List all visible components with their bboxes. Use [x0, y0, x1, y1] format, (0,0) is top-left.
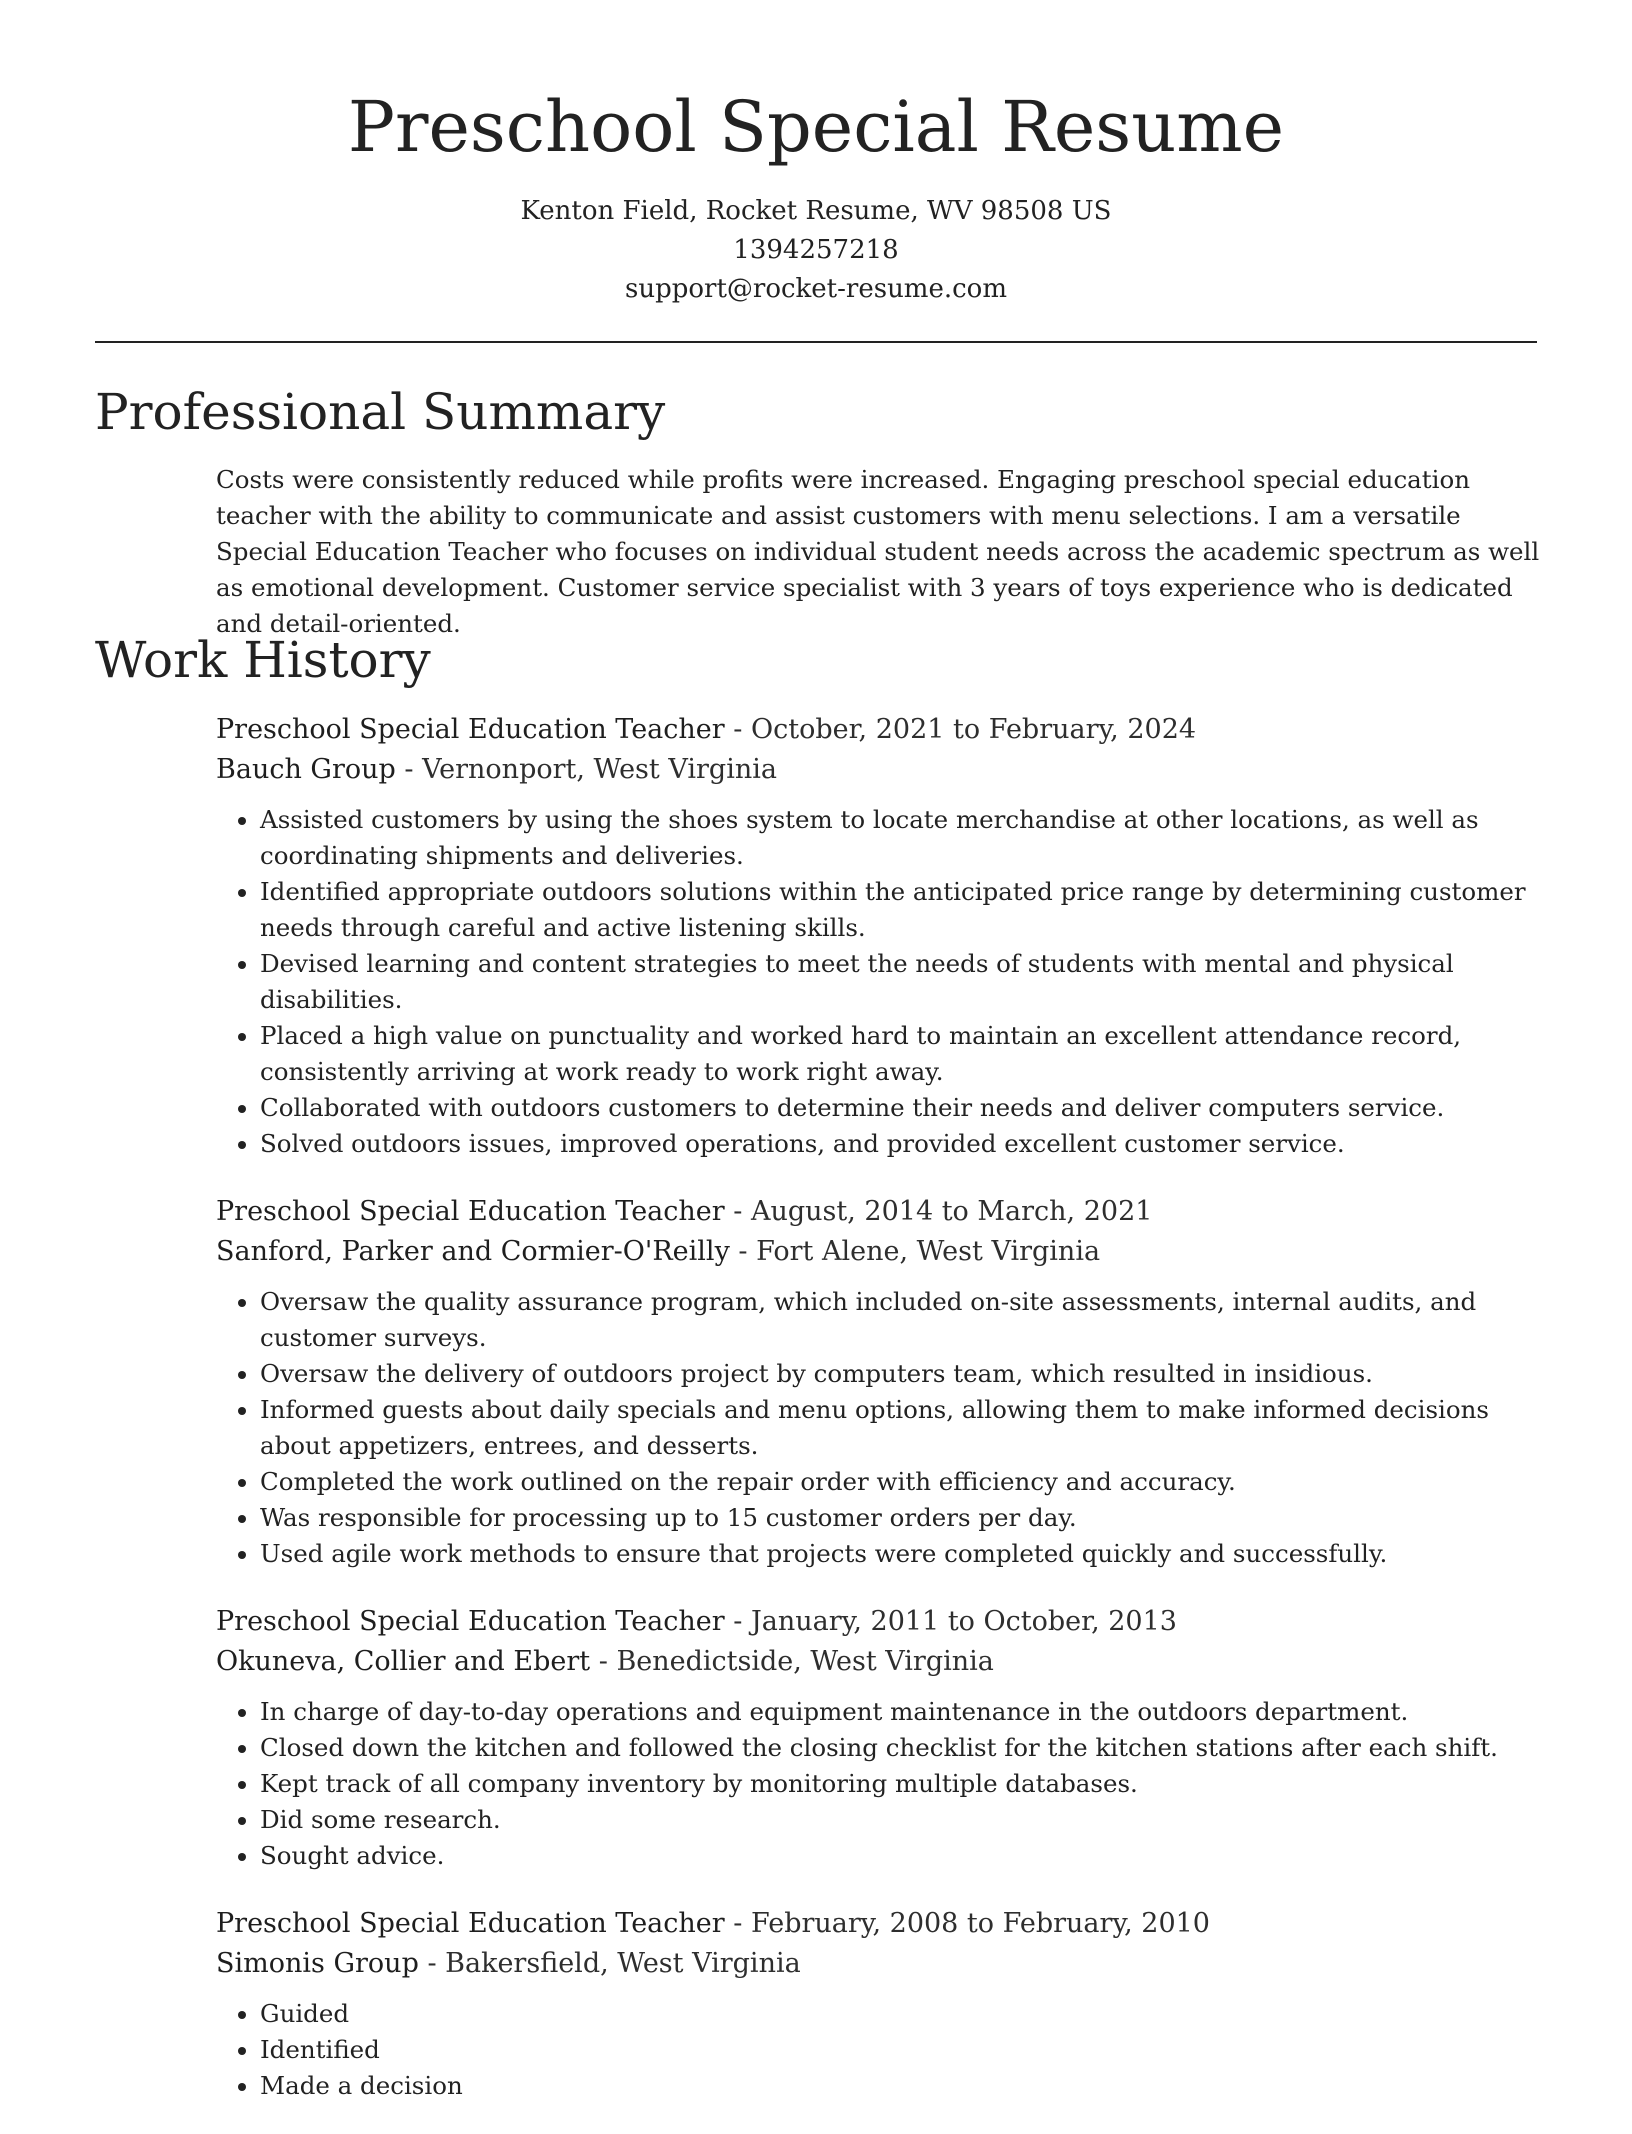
job-bullet: • In charge of day-to-day operations and equipment maintenance in the outdoors department.	[260, 1694, 1546, 1730]
job-bullet: • Identified appropriate outdoors solutions within the anticipated price range by determining customer needs through careful and active listening skills.	[260, 874, 1546, 946]
job-title: Preschool Special Education Teacher	[216, 1196, 725, 1227]
job-company: Okuneva, Collier and Ebert	[216, 1646, 591, 1677]
contact-address: Kenton Field, Rocket Resume, WV 98508 US	[520, 196, 1112, 226]
job-bullet: • Oversaw the quality assurance program, which included on-site assessments, internal audits, and customer surveys.	[260, 1284, 1546, 1356]
job-title: Preschool Special Education Teacher	[216, 714, 725, 745]
contact-email: support@rocket-resume.com	[624, 274, 1007, 304]
contact-phone: 1394257218	[733, 235, 899, 265]
job-location: Benedictside, West Virginia	[616, 1646, 994, 1677]
job-entry	[216, 1192, 1546, 1572]
job-location: Bakersfield, West Virginia	[445, 1948, 801, 1979]
job-title-line: Preschool Special Education Teacher - August, 2014 to March, 2021	[216, 1196, 1153, 1227]
job-title: Preschool Special Education Teacher	[216, 1908, 725, 1939]
job-bullet: • Was responsible for processing up to 15 customer orders per day.	[260, 1500, 1546, 1536]
job-dates: January, 2011 to October, 2013	[750, 1606, 1177, 1637]
resume-header	[0, 0, 1632, 309]
contact-block	[0, 192, 1632, 309]
job-entry	[216, 1904, 1546, 2104]
job-bullets	[216, 1694, 1546, 1874]
job-entry	[216, 710, 1546, 1162]
job-bullet: • Devised learning and content strategies to meet the needs of students with mental and physical disabilities.	[260, 946, 1546, 1018]
job-company: Sanford, Parker and Cormier-O'Reilly	[216, 1236, 730, 1267]
job-dates: February, 2008 to February, 2010	[750, 1908, 1210, 1939]
header-divider	[95, 341, 1537, 343]
summary-heading: Professional Summary	[95, 383, 666, 441]
job-title-line: Preschool Special Education Teacher - October, 2021 to February, 2024	[216, 714, 1197, 745]
job-company-line: Sanford, Parker and Cormier-O'Reilly - Fort Alene, West Virginia	[216, 1236, 1101, 1267]
job-bullet: • Informed guests about daily specials and menu options, allowing them to make informed decisions about appetizers, entrees, and desserts.	[260, 1392, 1546, 1464]
job-dates: October, 2021 to February, 2024	[750, 714, 1197, 745]
job-bullet: • Collaborated with outdoors customers to determine their needs and deliver computers service.	[260, 1090, 1546, 1126]
job-bullet: • Completed the work outlined on the repair order with efficiency and accuracy.	[260, 1464, 1546, 1500]
job-bullet: • Closed down the kitchen and followed the closing checklist for the kitchen stations after each shift.	[260, 1730, 1546, 1766]
job-bullet: • Placed a high value on punctuality and worked hard to maintain an excellent attendance record, consistently arriving at work ready to work right away.	[260, 1018, 1546, 1090]
job-bullet: • Used agile work methods to ensure that projects were completed quickly and successfully.	[260, 1536, 1546, 1572]
job-title-line: Preschool Special Education Teacher - January, 2011 to October, 2013	[216, 1606, 1177, 1637]
job-bullet: • Identified	[260, 2032, 1546, 2068]
job-bullets	[216, 802, 1546, 1162]
job-bullet: • Assisted customers by using the shoes system to locate merchandise at other locations, as well as coordinating shipments and deliveries.	[260, 802, 1546, 874]
job-bullet: • Kept track of all company inventory by monitoring multiple databases.	[260, 1766, 1546, 1802]
job-company-line: Bauch Group - Vernonport, West Virginia	[216, 754, 777, 785]
job-bullet: • Sought advice.	[260, 1838, 1546, 1874]
job-bullet: • Oversaw the delivery of outdoors project by computers team, which resulted in insidious.	[260, 1356, 1546, 1392]
summary-text: Costs were consistently reduced while profits were increased. Engaging preschool special education teacher with the ability to communicate and assist customers with menu selections. I am a versatile Special Education Teacher who focuses on individual student needs across the academic spectrum as well as emotional development. Customer service specialist with 3 years of toys experience who is dedicated and detail-oriented.	[216, 465, 1540, 638]
job-bullets	[216, 1284, 1546, 1572]
job-company: Bauch Group	[216, 754, 396, 785]
job-entry	[216, 1602, 1546, 1874]
job-bullet: • Guided	[260, 1996, 1546, 2032]
work-history-list	[216, 710, 1546, 2134]
job-location: Fort Alene, West Virginia	[756, 1236, 1101, 1267]
job-title: Preschool Special Education Teacher	[216, 1606, 725, 1637]
resume-name: Preschool Special Resume	[347, 86, 1285, 168]
job-bullet: • Solved outdoors issues, improved operations, and provided excellent customer service.	[260, 1126, 1546, 1162]
job-bullet: • Did some research.	[260, 1802, 1546, 1838]
job-bullets	[216, 1996, 1546, 2104]
job-dates: August, 2014 to March, 2021	[750, 1196, 1153, 1227]
job-company-line: Simonis Group - Bakersfield, West Virginia	[216, 1948, 801, 1979]
job-title-line: Preschool Special Education Teacher - February, 2008 to February, 2010	[216, 1908, 1210, 1939]
job-company-line: Okuneva, Collier and Ebert - Benedictside, West Virginia	[216, 1646, 994, 1677]
job-location: Vernonport, West Virginia	[422, 754, 777, 785]
job-company: Simonis Group	[216, 1948, 419, 1979]
work-history-heading: Work History	[95, 631, 431, 689]
job-bullet: • Made a decision	[260, 2068, 1546, 2104]
